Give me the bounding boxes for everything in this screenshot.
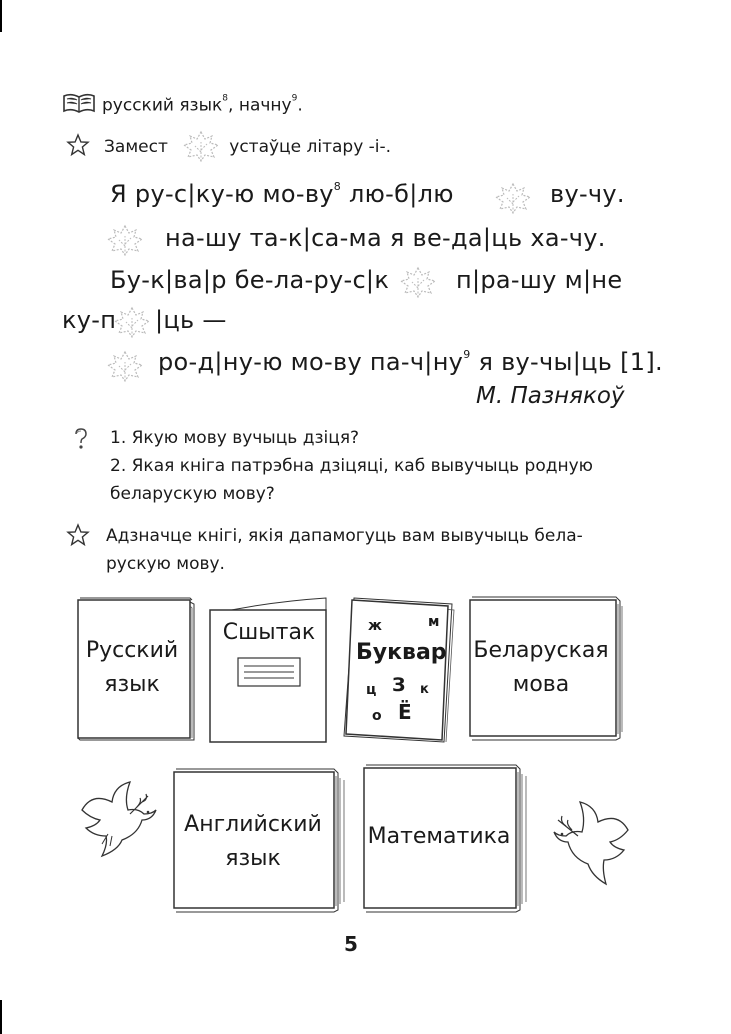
- bukvar-letter-zh: ж: [368, 618, 382, 634]
- leaf-icon: [105, 224, 145, 258]
- book-math[interactable]: [360, 762, 532, 914]
- crop-mark-top: [0, 0, 2, 32]
- poem-author: М. Пазнякоў: [476, 383, 625, 409]
- poem-line-1-c: ву-чу.: [550, 180, 625, 208]
- poem-line-1: [110, 180, 454, 208]
- task-1: [66, 130, 391, 164]
- poem-line-2: на-шу та-к|са-ма я ве-да|ць ха-чу.: [165, 224, 606, 252]
- leaf-icon: [105, 350, 145, 384]
- crop-mark-bottom: [0, 1000, 2, 1034]
- poem-line-4-b: |ць —: [155, 306, 227, 334]
- bukvar-letter-ts: ц: [366, 682, 377, 698]
- dove-icon: [548, 800, 638, 894]
- poem-line-4-a: ку-п: [62, 306, 117, 334]
- task-1-after: устаўце літару -і-.: [229, 137, 392, 157]
- task-1-before: Замест: [104, 137, 168, 157]
- question-2-line-1: 2. Якая кніга патрэбна дзіцяці, каб вывучыць родную: [110, 456, 593, 476]
- book-belarusian[interactable]: [466, 594, 626, 742]
- book-bukvar[interactable]: [340, 596, 462, 744]
- footnote-9: 9: [291, 93, 298, 104]
- intro-line: [62, 92, 303, 119]
- book-notebook[interactable]: [206, 596, 332, 744]
- book-math-title: Математика: [367, 824, 511, 849]
- star-icon: [66, 523, 90, 551]
- poem-footnote-9: 9: [463, 348, 471, 361]
- dove-icon: [72, 780, 162, 864]
- leaf-icon: [181, 130, 221, 164]
- poem-line-1-a: Я ру-с|ку-ю мо-ву: [110, 180, 334, 208]
- poem-line-3-a: Бу-к|ва|р бе-ла-ру-с|к: [110, 266, 390, 294]
- book-russian-title: Русский язык: [85, 638, 179, 697]
- star-icon: [66, 133, 90, 162]
- question-icon: [70, 426, 92, 456]
- bukvar-letter-o: о: [372, 708, 382, 724]
- bukvar-letter-m: м: [428, 614, 440, 630]
- question-2-line-2: беларускую мову?: [110, 484, 275, 504]
- poem-line-5-b: я ву-чы|ць [1].: [470, 348, 663, 376]
- task-2-line-1: Адзначце кнігі, якія дапамогуць вам вывучыць бела-: [106, 526, 583, 546]
- book-russian[interactable]: [74, 596, 198, 742]
- bukvar-letter-k: к: [420, 682, 429, 697]
- leaf-icon: [493, 182, 533, 216]
- leaf-icon: [398, 266, 438, 300]
- bukvar-letter-yo: Ё: [398, 700, 412, 724]
- task-2-line-2: рускую мову.: [106, 554, 225, 574]
- bukvar-letter-z: З: [392, 674, 406, 696]
- poem-footnote-8: 8: [333, 180, 342, 193]
- poem-line-3-b: п|ра-шу м|не: [456, 266, 623, 294]
- book-icon: [62, 92, 96, 119]
- book-belarusian-title: Беларуская мова: [473, 638, 609, 697]
- poem-line-5: [158, 348, 663, 376]
- poem-line-1-b: лю-б|лю: [341, 180, 454, 208]
- bukvar-title: Буквар: [356, 640, 447, 665]
- book-notebook-title: Сшытак: [222, 620, 316, 645]
- footnote-8: 8: [222, 93, 229, 104]
- page-number: 5: [344, 932, 358, 956]
- book-english-title: Английский язык: [184, 812, 322, 871]
- question-1: 1. Якую мову вучыць дзіця?: [110, 428, 360, 448]
- poem-line-5-a: ро-д|ну-ю мо-ву па-ч|ну: [158, 348, 464, 376]
- book-english[interactable]: [170, 766, 350, 914]
- intro-text-2: , начну: [228, 95, 292, 116]
- leaf-icon: [112, 306, 152, 340]
- intro-text-3: .: [297, 95, 303, 116]
- intro-text-1: русский язык: [102, 95, 223, 116]
